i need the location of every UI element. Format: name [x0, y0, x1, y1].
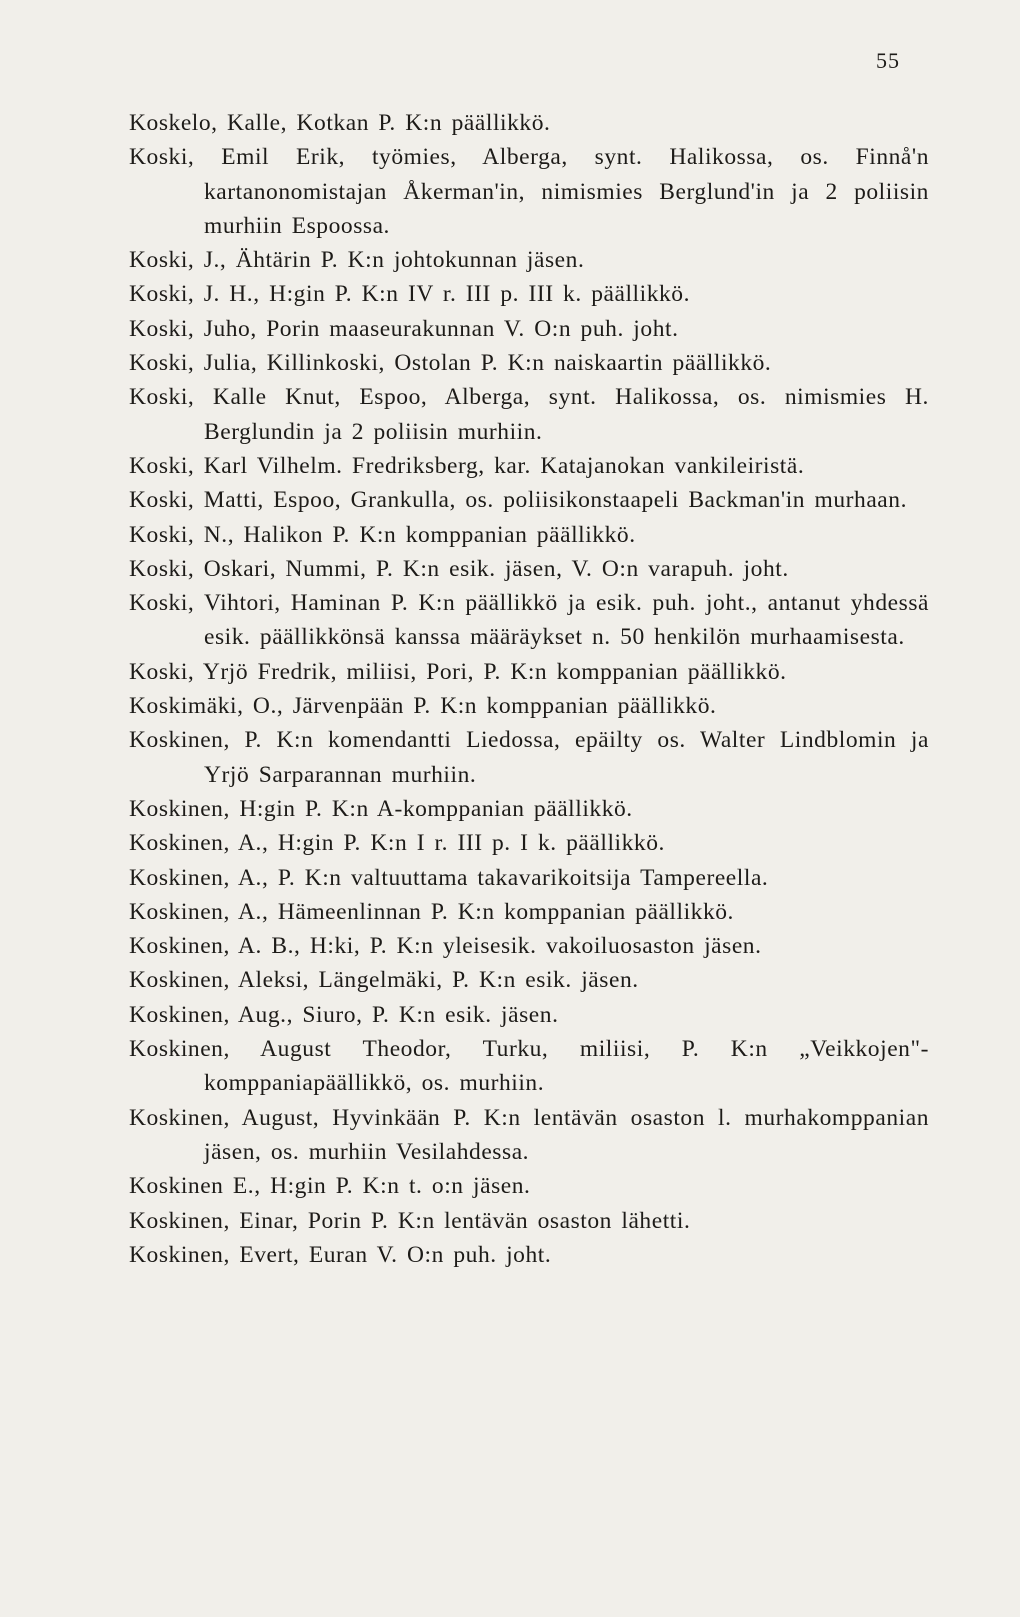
list-item: Koski, N., Halikon P. K:n komppanian päällikkö. — [129, 521, 636, 548]
list-item: Koski, Emil Erik, työmies, Alberga, synt. Halikossa, os. Finnå'n kartanonomistajan Åkerman'in, nimismies Berglund'in ja 2 poliisin murhiin Espoossa. — [129, 144, 929, 239]
list-item: Koskimäki, O., Järvenpään P. K:n komppanian päällikkö. — [129, 693, 717, 720]
list-item: Koskelo, Kalle, Kotkan P. K:n päällikkö. — [129, 110, 551, 136]
list-item: Koskinen, A., H:gin P. K:n I r. III p. I k. päällikkö. — [129, 830, 665, 857]
list-item: Koski, Yrjö Fredrik, miliisi, Pori, P. K:n komppanian päällikkö. — [129, 658, 787, 685]
list-item: Koskinen, Aleksi, Längelmäki, P. K:n esik. jäsen. — [129, 967, 639, 994]
list-item: Koski, Vihtori, Haminan P. K:n päällikkö ja esik. puh. joht., antanut yhdessä esik. päällikkönsä kanssa määräykset n. 50 henkilön murhaamisesta. — [129, 590, 929, 651]
list-item: Koski, Julia, Killinkoski, Ostolan P. K:n naiskaartin päällikkö. — [129, 350, 772, 377]
list-item: Koski, Oskari, Nummi, P. K:n esik. jäsen, V. O:n varapuh. joht. — [129, 555, 789, 582]
list-item: Koski, Kalle Knut, Espoo, Alberga, synt. Halikossa, os. nimismies H. Berglundin ja 2 poliisin murhiin. — [129, 384, 929, 445]
page-number: 55 — [876, 48, 900, 73]
list-item: Koski, J. H., H:gin P. K:n IV r. III p. III k. päällikkö. — [129, 281, 691, 308]
list-item: Koskinen, Einar, Porin P. K:n lentävän osaston lähetti. — [129, 1207, 691, 1234]
list-item: Koski, Karl Vilhelm. Fredriksberg, kar. Katajanokan vankileiristä. — [129, 452, 805, 479]
list-item: Koskinen, Evert, Euran V. O:n puh. joht. — [129, 1241, 552, 1268]
list-item: Koski, J., Ähtärin P. K:n johtokunnan jäsen. — [129, 247, 585, 274]
list-item: Koskinen, A. B., H:ki, P. K:n yleisesik. vakoiluosaston jäsen. — [129, 933, 762, 960]
list-item: Koskinen, H:gin P. K:n A-komppanian päällikkö. — [129, 795, 633, 822]
list-item: Koskinen E., H:gin P. K:n t. o:n jäsen. — [129, 1173, 531, 1200]
list-item: Koskinen, P. K:n komendantti Liedossa, epäilty os. Walter Lindblomin ja Yrjö Sarparannan murhiin. — [129, 727, 929, 788]
list-item: Koskinen, Aug., Siuro, P. K:n esik. jäsen. — [129, 1001, 559, 1028]
list-item: Koskinen, A., Hämeenlinnan P. K:n komppanian päällikkö. — [129, 898, 734, 925]
list-item: Koskinen, August, Hyvinkään P. K:n lentävän osaston l. murhakomppanian jäsen, os. murhiin Vesilahdessa. — [129, 1104, 929, 1165]
list-item: Koskinen, August Theodor, Turku, miliisi, P. K:n „Veikkojen"-komppaniapäällikkö, os. murhiin. — [129, 1036, 929, 1097]
list-item: Koski, Juho, Porin maaseurakunnan V. O:n puh. joht. — [129, 315, 679, 342]
entry-list — [129, 106, 929, 1272]
list-item: Koski, Matti, Espoo, Grankulla, os. poliisikonstaapeli Backman'in murhaan. — [129, 487, 908, 514]
list-item: Koskinen, A., P. K:n valtuuttama takavarikoitsija Tampereella. — [129, 864, 769, 891]
